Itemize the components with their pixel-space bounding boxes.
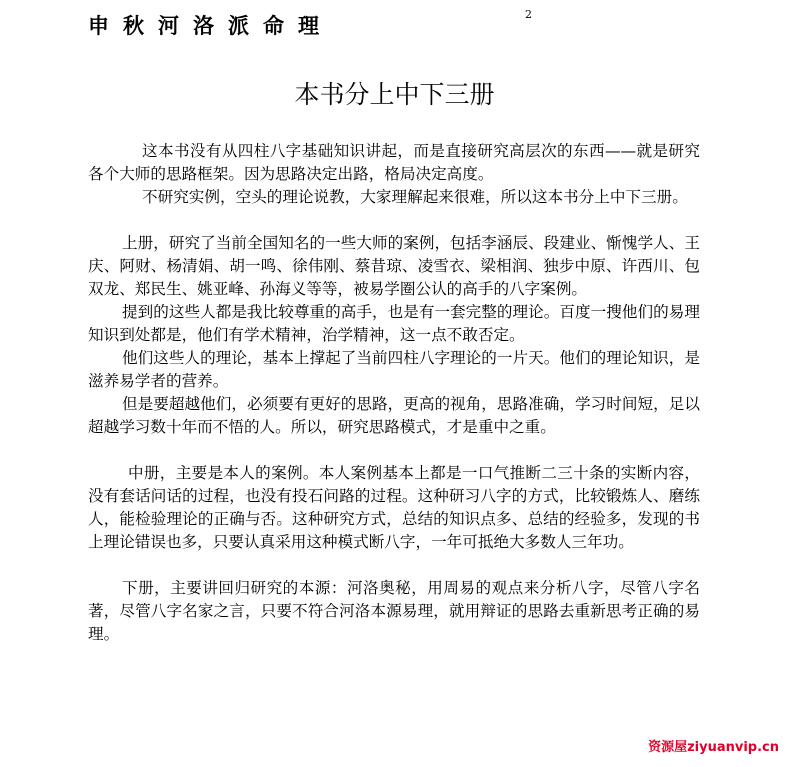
intro-paragraph: 这本书没有从四柱八字基础知识讲起，而是直接研究高层次的东西——就是研究各个大师的思路框架。因为思路决定出路，格局决定高度。 (88, 142, 700, 183)
document-body (88, 140, 700, 646)
upper-volume-paragraph: 上册，研究了当前全国知名的一些大师的案例，包括李涵辰、段建业、惭愧学人、王庆、阿财、杨清娟、胡一鸣、徐伟刚、蔡昔琼、凌雪衣、梁相润、独步中原、许西川、包双龙、郑民生、姚亚峰、孙海义等等，被易学圈公认的高手的八字案例。 (88, 234, 700, 298)
middle-volume-paragraph: 中册，主要是本人的案例。本人案例基本上都是一口气推断二三十条的实断内容，没有套话问话的过程，也没有投石问路的过程。这种研习八字的方式，比较锻炼人、磨练人，能检验理论的正确与否。这种研究方式，总结的知识点多、总结的经验多，发现的书上理论错误也多，只要认真采用这种模式断八字，一年可抵绝大多数人三年功。 (88, 464, 700, 551)
book-header-title: 申秋河洛派命理 (88, 14, 333, 38)
lower-volume-paragraph: 下册，主要讲回归研究的本源：河洛奥秘，用周易的观点来分析八字，尽管八字名著，尽管八字名家之言，只要不符合河洛本源易理，就用辩证的思路去重新思考正确的易理。 (88, 579, 700, 643)
intro-paragraph: 不研究实例，空头的理论说教，大家理解起来很难，所以这本书分上中下三册。 (142, 188, 688, 206)
upper-volume-paragraph: 他们这些人的理论，基本上撑起了当前四柱八字理论的一片天。他们的理论知识，是滋养易学者的营养。 (88, 349, 700, 390)
page-title: 本书分上中下三册 (294, 79, 495, 109)
paragraph-gap (88, 439, 700, 462)
upper-volume-paragraph: 但是要超越他们，必须要有更好的思路，更高的视角，思路准确，学习时间短，足以超越学习数十年而不悟的人。所以，研究思路模式，才是重中之重。 (88, 395, 700, 436)
page-number: 2 (525, 8, 532, 21)
paragraph-gap (88, 209, 700, 232)
upper-volume-paragraph: 提到的这些人都是我比较尊重的高手，也是有一套完整的理论。百度一搜他们的易理知识到处都是，他们有学术精神，治学精神，这一点不敢否定。 (88, 303, 700, 344)
paragraph-gap (88, 554, 700, 577)
watermark-text: 资源屋ziyuanvip.cn (648, 740, 779, 755)
